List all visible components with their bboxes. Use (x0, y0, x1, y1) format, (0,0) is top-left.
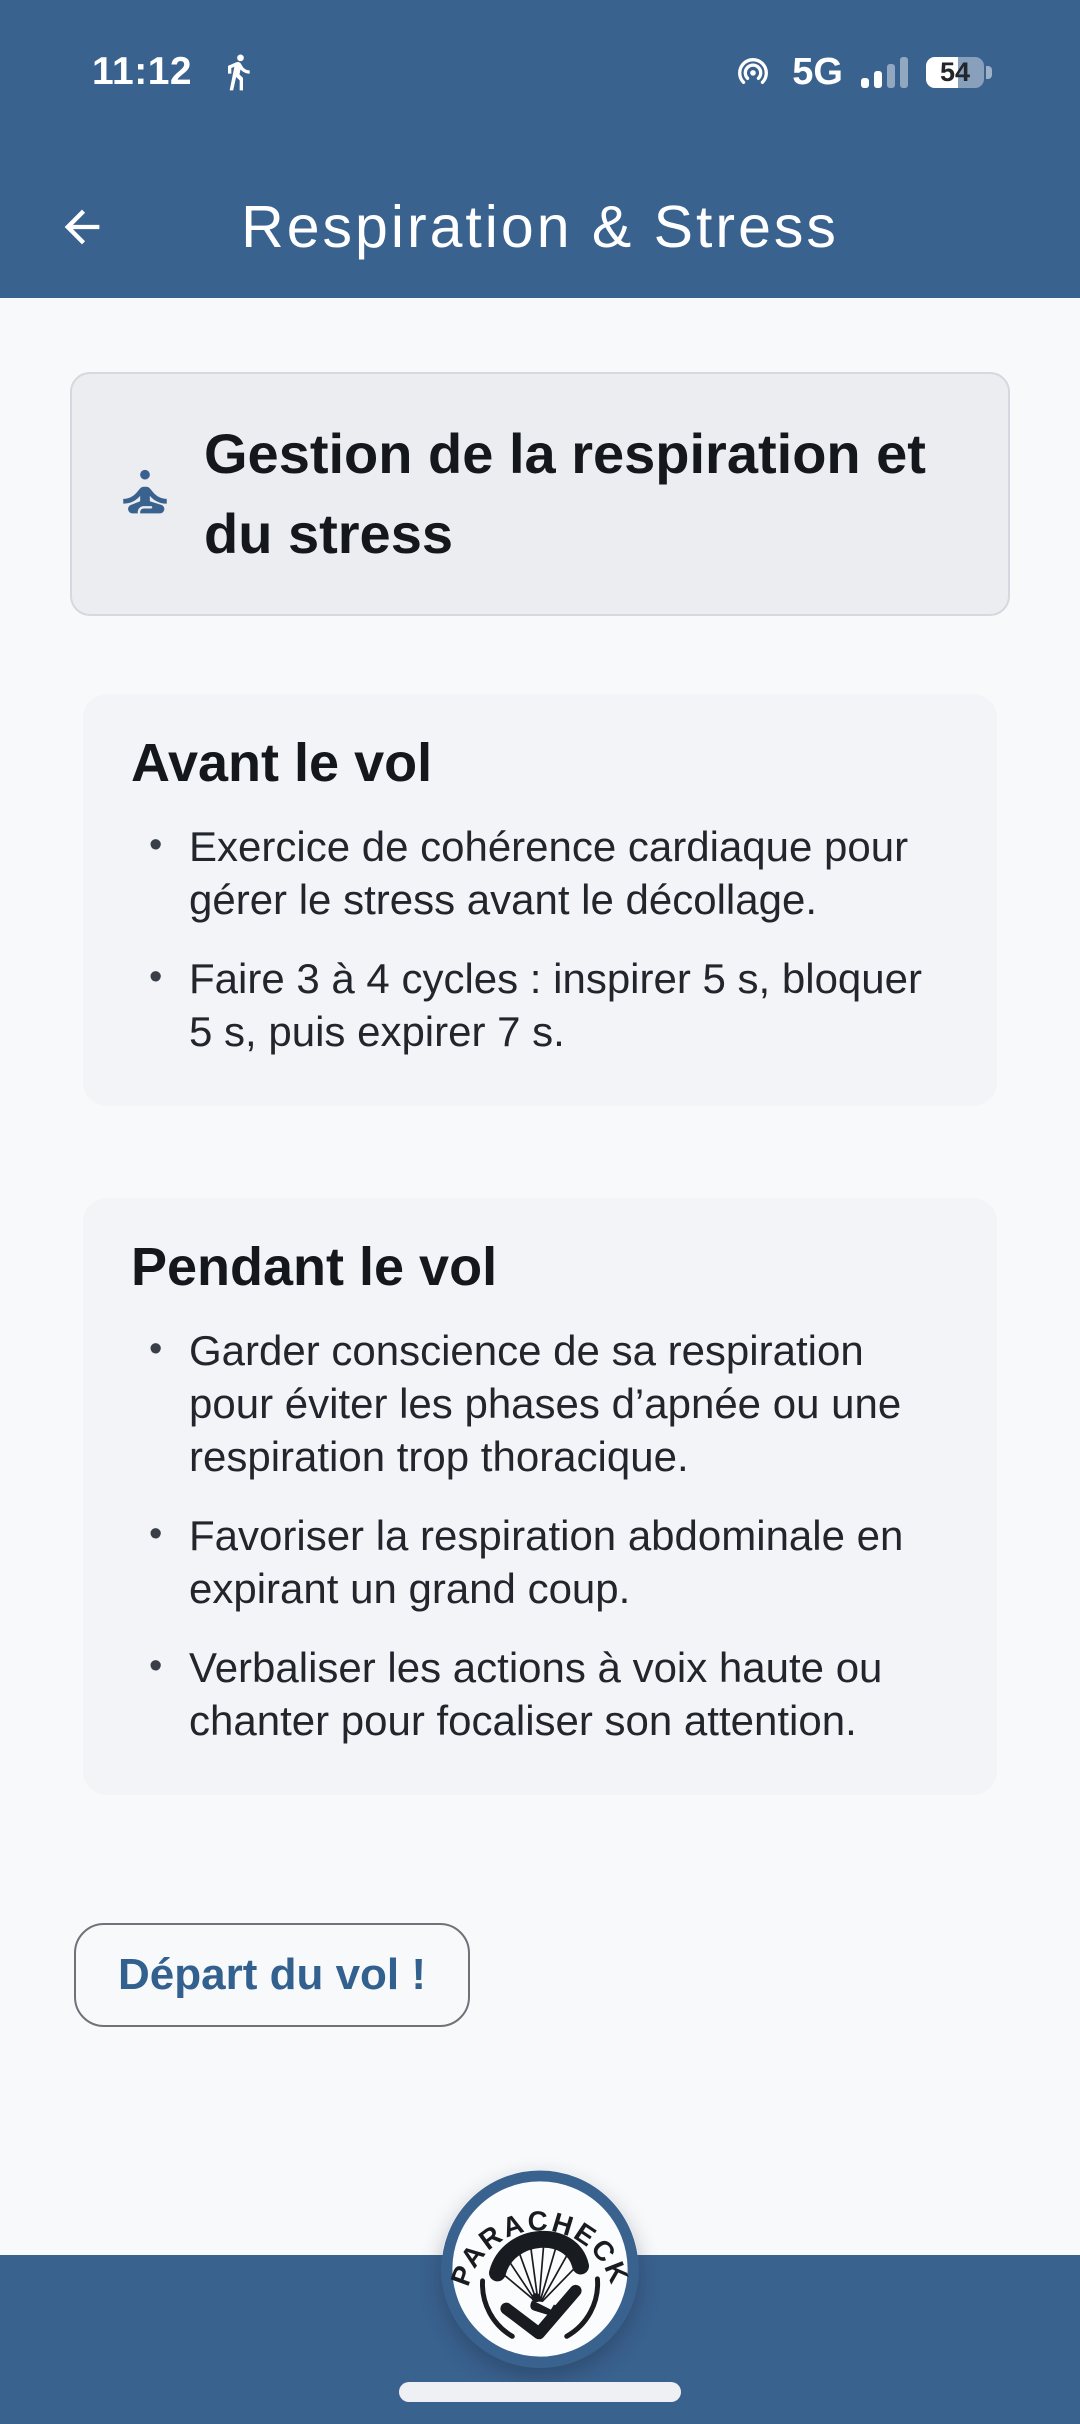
paracheck-logo (441, 2170, 639, 2368)
section-heading: Pendant le vol (131, 1237, 498, 1297)
battery-percent: 54 (939, 56, 971, 87)
top-app-bar (0, 0, 1080, 298)
topic-card-title-line2: du stress (204, 502, 453, 565)
section-heading: Avant le vol (131, 733, 433, 793)
bullet-item: • Garder conscience de sa respiration pour éviter les phases d’apnée ou une respiration trop thoracique. (131, 1324, 949, 1483)
bullet-list (131, 1324, 949, 1747)
status-right (732, 51, 992, 94)
topic-card (70, 372, 1010, 616)
page-title: Respiration & Stress (241, 194, 839, 260)
status-bar (92, 42, 992, 102)
logo-wordmark: PARACHECK (444, 2205, 636, 2290)
pedestrian-walk-icon (218, 52, 258, 92)
flight-start-button[interactable]: Départ du vol ! (74, 1923, 470, 2027)
meditation-icon (116, 465, 174, 523)
signal-strength-icon (861, 56, 908, 88)
network-type-label: 5G (792, 50, 843, 93)
section-before-flight (83, 694, 997, 1106)
topic-card-title-line1: Gestion de la respiration et (204, 422, 926, 485)
back-button[interactable] (52, 197, 112, 257)
page-content (0, 298, 1080, 2027)
clock: 11:12 (92, 50, 193, 93)
bullet-item: • Exercice de cohérence cardiaque pour gérer le stress avant le décollage. (131, 820, 949, 926)
home-indicator[interactable] (399, 2382, 681, 2402)
bullet-item: • Faire 3 à 4 cycles : inspirer 5 s, bloquer 5 s, puis expirer 7 s. (131, 952, 949, 1058)
topic-card-title (204, 414, 926, 574)
header (0, 182, 1080, 272)
battery-icon (926, 57, 984, 88)
section-during-flight (83, 1198, 997, 1795)
battery-indicator (926, 57, 992, 88)
arrow-back-icon (56, 201, 108, 253)
bullet-list (131, 820, 949, 1058)
bullet-item: • Favoriser la respiration abdominale en expirant un grand coup. (131, 1509, 949, 1615)
bullet-item: • Verbaliser les actions à voix haute ou chanter pour focaliser son attention. (131, 1641, 949, 1747)
battery-nub (986, 66, 992, 79)
status-left (92, 50, 258, 94)
hotspot-icon (732, 51, 774, 93)
